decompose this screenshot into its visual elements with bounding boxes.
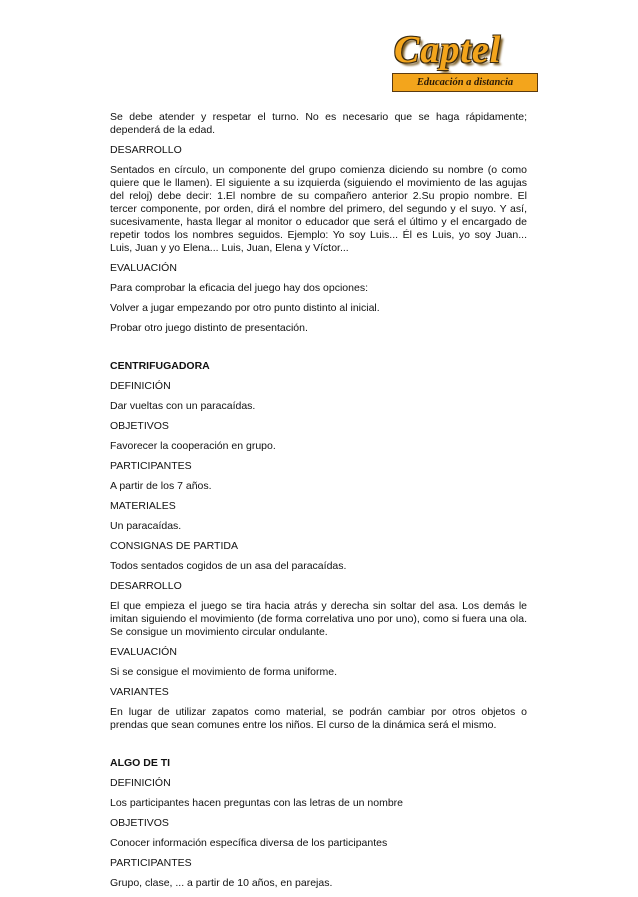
paragraph: Un paracaídas. bbox=[110, 520, 182, 532]
paragraph: Los participantes hacen preguntas con las letras de un nombre bbox=[110, 797, 404, 809]
paragraph: Volver a jugar empezando por otro punto distinto al inicial. bbox=[110, 302, 380, 314]
paragraph: Probar otro juego distinto de presentación. bbox=[110, 322, 308, 334]
section-heading: CONSIGNAS DE PARTIDA bbox=[110, 540, 238, 552]
paragraph: Todos sentados cogidos de un asa del paracaídas. bbox=[110, 560, 347, 572]
paragraph: Para comprobar la eficacia del juego hay dos opciones: bbox=[110, 282, 368, 294]
section-heading: MATERIALES bbox=[110, 500, 176, 512]
game-title: ALGO DE TI bbox=[110, 757, 171, 769]
paragraph: A partir de los 7 años. bbox=[110, 480, 212, 492]
section-heading: OBJETIVOS bbox=[110, 420, 169, 432]
document-body bbox=[110, 111, 527, 897]
section-heading: DEFINICIÓN bbox=[110, 777, 171, 789]
section-heading: DESARROLLO bbox=[110, 144, 182, 156]
paragraph: Sentados en círculo, un componente del grupo comienza diciendo su nombre (o como quiere que le llamen). El siguiente a su izquierda (siguiendo el movimiento de las agujas del reloj) debe decir: 1.El nombre de su compañero anterior 2.Su propio nombre. El tercer componente, por orden, dirá el nombre del primero, del segundo y el suyo. Y así, sucesivamente, hasta llegar al monitor o educador que será el último y el encargado de repetir todos los nombres seguidos. Ejemplo: Yo soy Luis... Él es Luis, yo soy Juan... Luis, Juan y yo Elena... Luis, Juan, Elena y Víctor... bbox=[110, 164, 527, 254]
section-heading: PARTICIPANTES bbox=[110, 460, 192, 472]
paragraph: El que empieza el juego se tira hacia atrás y derecha sin soltar del asa. Los demás le imitan siguiendo el movimiento (de forma correlativa uno por uno), como si fuera una ola. Se consigue un movimiento circular ondulante. bbox=[110, 600, 527, 638]
paragraph: En lugar de utilizar zapatos como material, se podrán cambiar por otros objetos o prendas que sean comunes entre los niños. El curso de la dinámica será el mismo. bbox=[110, 706, 527, 731]
section-heading: DESARROLLO bbox=[110, 580, 182, 592]
game-title: CENTRIFUGADORA bbox=[110, 360, 210, 372]
logo-wordmark: Captel bbox=[394, 29, 502, 71]
logo-tagline: Educación a distancia bbox=[392, 73, 538, 92]
paragraph: Conocer información específica diversa de los participantes bbox=[110, 837, 388, 849]
paragraph: Favorecer la cooperación en grupo. bbox=[110, 440, 276, 452]
section-heading: EVALUACIÓN bbox=[110, 262, 177, 274]
section-heading: DEFINICIÓN bbox=[110, 380, 171, 392]
paragraph: Grupo, clase, ... a partir de 10 años, en parejas. bbox=[110, 877, 333, 889]
paragraph: Si se consigue el movimiento de forma uniforme. bbox=[110, 666, 338, 678]
section-heading: OBJETIVOS bbox=[110, 817, 169, 829]
paragraph: Se debe atender y respetar el turno. No es necesario que se haga rápidamente; dependerá de la edad. bbox=[110, 111, 527, 136]
captel-logo bbox=[392, 22, 538, 92]
section-heading: VARIANTES bbox=[110, 686, 169, 698]
paragraph: Dar vueltas con un paracaídas. bbox=[110, 400, 256, 412]
section-heading: PARTICIPANTES bbox=[110, 857, 192, 869]
section-heading: EVALUACIÓN bbox=[110, 646, 177, 658]
